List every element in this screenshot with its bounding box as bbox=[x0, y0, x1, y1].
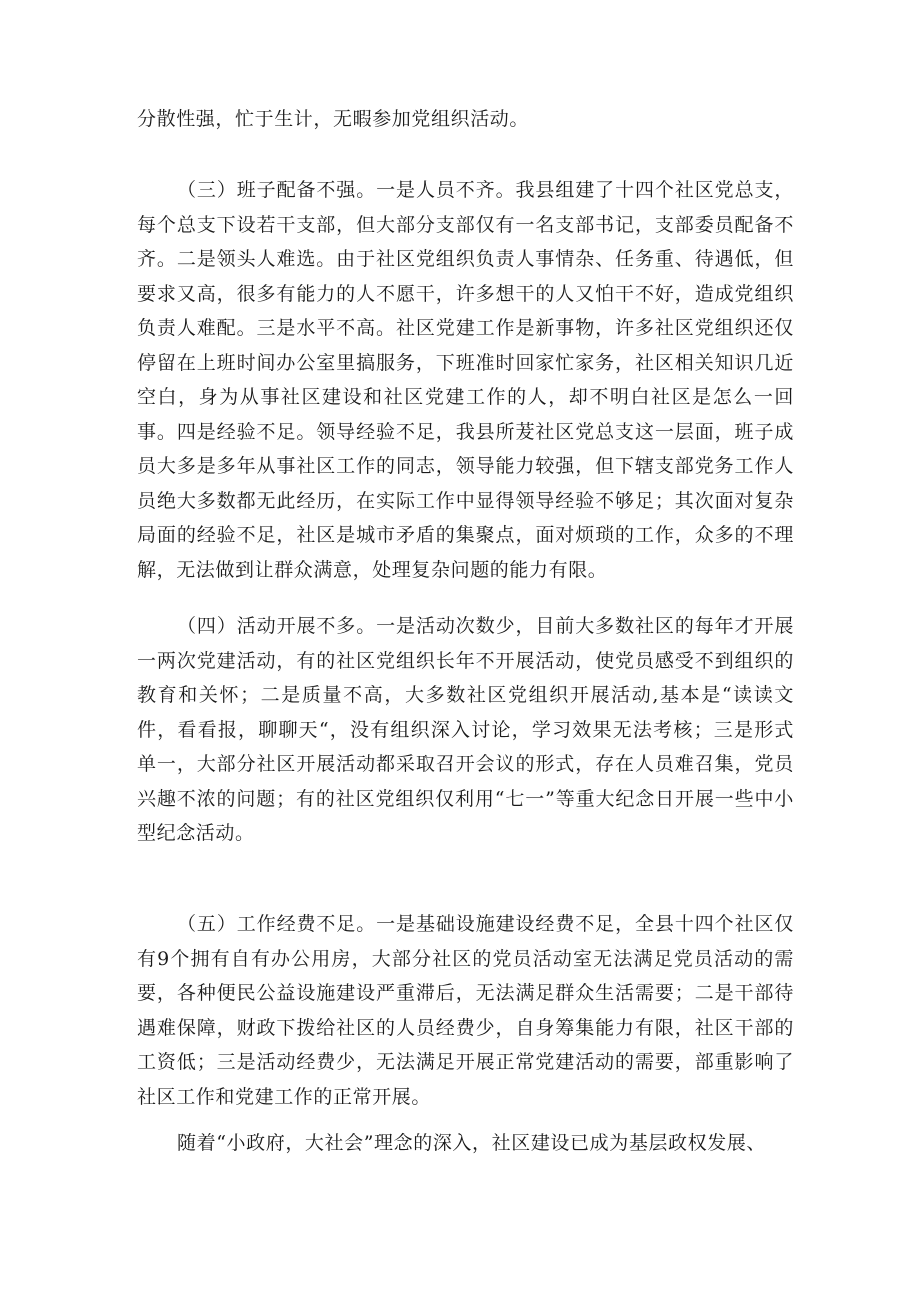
paragraph-section-5: （五）工作经费不足。一是基础设施建设经费不足，全县十四个社区仅有9个拥有自有办公用房，大部分社区的党员活动室无法满足党员活动的需要，各种便民公益设施建设严重滞后，无法满足群众生活需要；二是干部待遇难保障，财政下拨给社区的人员经费少，自身筹集能力有限，社区干部的工资低；三是活动经费少，无法满足开展正常党建活动的需要，部重影响了社区工作和党建工作的正常开展。 bbox=[137, 913, 794, 1108]
paragraph-conclusion-start: 随着“小政府，大社会”理念的深入，社区建设已成为基层政权发展、 bbox=[177, 1132, 767, 1154]
paragraph-continuation: 分散性强，忙于生计，无暇参加党组织活动。 bbox=[137, 108, 530, 130]
paragraph-section-3: （三）班子配备不强。一是人员不齐。我县组建了十四个社区党总支，每个总支下设若干支部，但大部分支部仅有一名支部书记，支部委员配备不齐。二是领头人难选。由于社区党组织负责人事情杂、任务重、待遇低，但要求又高，很多有能力的人不愿干，许多想干的人又怕干不好，造成党组织负责人难配。三是水平不高。社区党建工作是新事物，许多社区党组织还仅停留在上班时间办公室里搞服务，下班准时回家忙家务，社区相关知识几近空白，身为从事社区建设和社区党建工作的人，却不明白社区是怎么一回事。四是经验不足。领导经验不足，我县所茇社区党总支这一层面，班子成员大多是多年从事社区工作的同志，领导能力较强，但下辖支部党务工作人员绝大多数都无此经历，在实际工作中显得领导经验不够足；其次面对复杂局面的经验不足，社区是城市矛盾的集聚点，面对烦琐的工作，众多的不理解，无法做到让群众满意，处理复杂问题的能力有限。 bbox=[137, 179, 794, 581]
paragraph-section-4: （四）活动开展不多。一是活动次数少，目前大多数社区的每年才开展一两次党建活动，有的社区党组织长年不开展活动，使党员感受不到组织的教育和关怀；二是质量不高，大多数社区党组织开展活动,基本是“读读文件，看看报，聊聊天“，没有组织深入讨论，学习效果无法考核；三是形式单一，大部分社区开展活动都采取召开会议的形式，存在人员难召集，党员兴趣不浓的问题；有的社区党组织仅利用“七一”等重大纪念日开展一些中小型纪念活动。 bbox=[137, 615, 794, 844]
